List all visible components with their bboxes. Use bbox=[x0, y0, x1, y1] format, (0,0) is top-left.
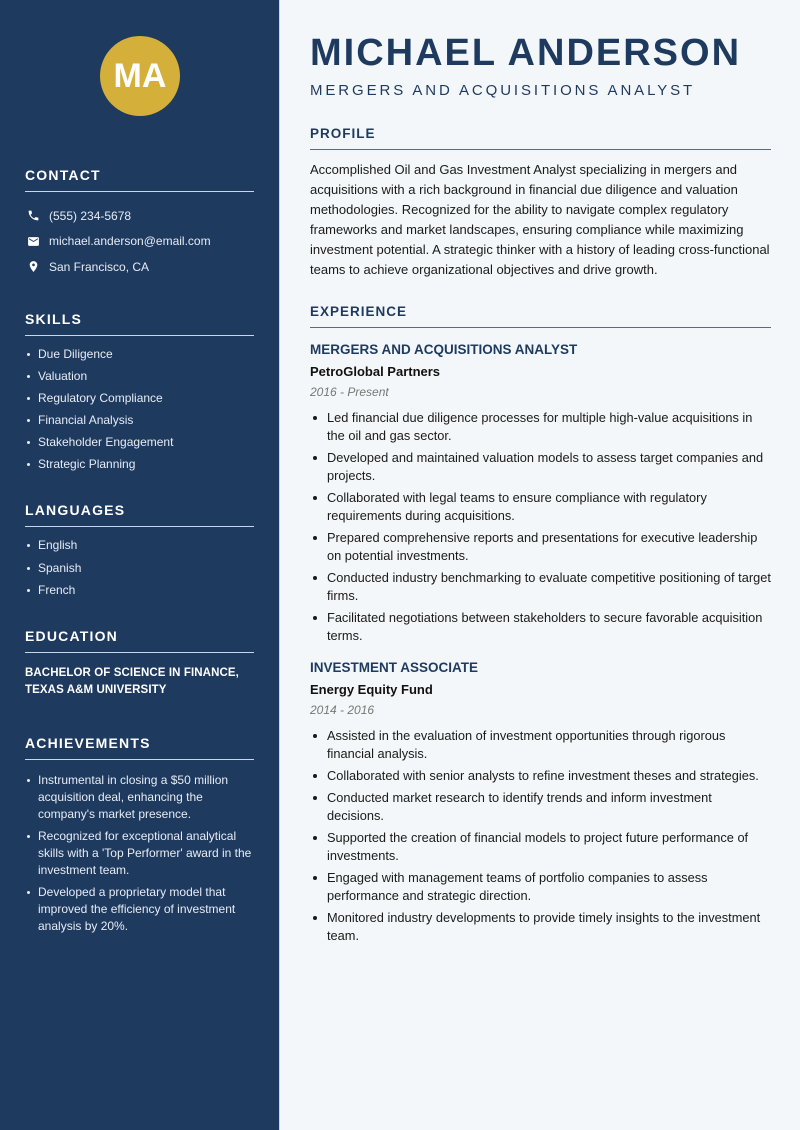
contact-heading: CONTACT bbox=[25, 167, 254, 192]
avatar bbox=[100, 36, 180, 116]
job-dates: 2016 - Present bbox=[310, 385, 389, 399]
education-degree bbox=[25, 665, 254, 699]
contact-section bbox=[25, 167, 254, 280]
contact-location bbox=[25, 254, 254, 280]
job-bullet-list bbox=[310, 727, 771, 945]
achievements-list bbox=[25, 772, 254, 935]
contact-list bbox=[25, 203, 254, 280]
skill-item: Due Diligence bbox=[25, 346, 254, 362]
job-bullet: Facilitated negotiations between stakeholders to secure favorable acquisition terms. bbox=[310, 609, 771, 645]
job-company: Energy Equity Fund bbox=[310, 682, 433, 697]
job-bullet: Engaged with management teams of portfolio companies to assess performance and strategic direction. bbox=[310, 869, 771, 905]
job-bullet: Prepared comprehensive reports and presentations for executive leadership on potential investments. bbox=[310, 529, 771, 565]
skill-item: Regulatory Compliance bbox=[25, 390, 254, 406]
phone-icon bbox=[26, 209, 40, 223]
contact-email bbox=[25, 229, 254, 255]
job-title: INVESTMENT ASSOCIATE bbox=[310, 660, 479, 675]
education-school-line: TEXAS A&M UNIVERSITY bbox=[25, 683, 167, 696]
job-bullet: Collaborated with senior analysts to refine investment theses and strategies. bbox=[310, 767, 771, 785]
main-content bbox=[280, 0, 800, 1130]
languages-heading: LANGUAGES bbox=[25, 502, 254, 527]
job-title: MERGERS AND ACQUISITIONS ANALYST bbox=[310, 342, 578, 357]
experience-section bbox=[310, 304, 771, 945]
job-bullet: Assisted in the evaluation of investment opportunities through rigorous financial analysis. bbox=[310, 727, 771, 763]
contact-phone-text: (555) 234-5678 bbox=[49, 208, 132, 223]
email-icon bbox=[26, 234, 40, 248]
profile-text: Accomplished Oil and Gas Investment Analyst specializing in mergers and acquisitions with a rich background in financial due diligence and valuation methodologies. Recognized for the ability to navigate complex regulatory frameworks and market landscapes, ensuring compliance while maximizing investment potential. A strategic thinker with a history of leading cross-functional teams to achieve organizational objectives and drive growth. bbox=[310, 162, 770, 277]
job-bullet: Conducted industry benchmarking to evaluate competitive positioning of target firms. bbox=[310, 569, 771, 605]
profile-heading: PROFILE bbox=[310, 126, 771, 150]
achievement-item: Instrumental in closing a $50 million acquisition deal, enhancing the company's market presence. bbox=[25, 772, 254, 823]
candidate-title: MERGERS AND ACQUISITIONS ANALYST bbox=[310, 82, 696, 99]
skill-item: Strategic Planning bbox=[25, 456, 254, 472]
job-company: PetroGlobal Partners bbox=[310, 364, 441, 379]
skills-heading: SKILLS bbox=[25, 311, 254, 336]
language-item: Spanish bbox=[25, 560, 254, 576]
skill-item: Stakeholder Engagement bbox=[25, 434, 254, 450]
language-item: French bbox=[25, 582, 254, 598]
skills-section bbox=[25, 311, 254, 473]
job-bullet: Conducted market research to identify trends and inform investment decisions. bbox=[310, 789, 771, 825]
achievements-heading: ACHIEVEMENTS bbox=[25, 735, 254, 760]
experience-heading: EXPERIENCE bbox=[310, 304, 771, 328]
job-entry bbox=[310, 341, 771, 645]
contact-email-text[interactable]: michael.anderson@email.com bbox=[49, 234, 211, 249]
contact-location-text: San Francisco, CA bbox=[49, 259, 150, 274]
job-bullet-list bbox=[310, 409, 771, 645]
education-section bbox=[25, 628, 254, 699]
achievement-item: Developed a proprietary model that improved the efficiency of investment analysis by 20%. bbox=[25, 884, 254, 935]
education-heading: EDUCATION bbox=[25, 628, 254, 653]
languages-section bbox=[25, 502, 254, 597]
job-bullet: Collaborated with legal teams to ensure compliance with regulatory requirements during acquisitions. bbox=[310, 489, 771, 525]
job-bullet: Led financial due diligence processes for multiple high-value acquisitions in the oil and gas sector. bbox=[310, 409, 771, 445]
job-bullet: Developed and maintained valuation models to assess target companies and projects. bbox=[310, 449, 771, 485]
education-degree-line: BACHELOR OF SCIENCE IN FINANCE, bbox=[25, 666, 239, 679]
skill-item: Financial Analysis bbox=[25, 412, 254, 428]
skills-list bbox=[25, 346, 254, 473]
achievements-section bbox=[25, 735, 254, 935]
candidate-name: MICHAEL ANDERSON bbox=[310, 32, 742, 74]
job-dates: 2014 - 2016 bbox=[310, 703, 375, 717]
location-pin-icon bbox=[26, 260, 40, 274]
profile-section bbox=[310, 126, 771, 280]
job-entry bbox=[310, 659, 771, 945]
language-item: English bbox=[25, 537, 254, 553]
job-bullet: Supported the creation of financial models to project future performance of investments. bbox=[310, 829, 771, 865]
achievement-item: Recognized for exceptional analytical skills with a 'Top Performer' award in the investment team. bbox=[25, 828, 254, 879]
skill-item: Valuation bbox=[25, 368, 254, 384]
job-bullet: Monitored industry developments to provide timely insights to the investment team. bbox=[310, 909, 771, 945]
contact-phone bbox=[25, 203, 254, 229]
avatar-initials: MA bbox=[113, 56, 167, 95]
languages-list bbox=[25, 537, 254, 597]
sidebar bbox=[0, 0, 280, 1130]
